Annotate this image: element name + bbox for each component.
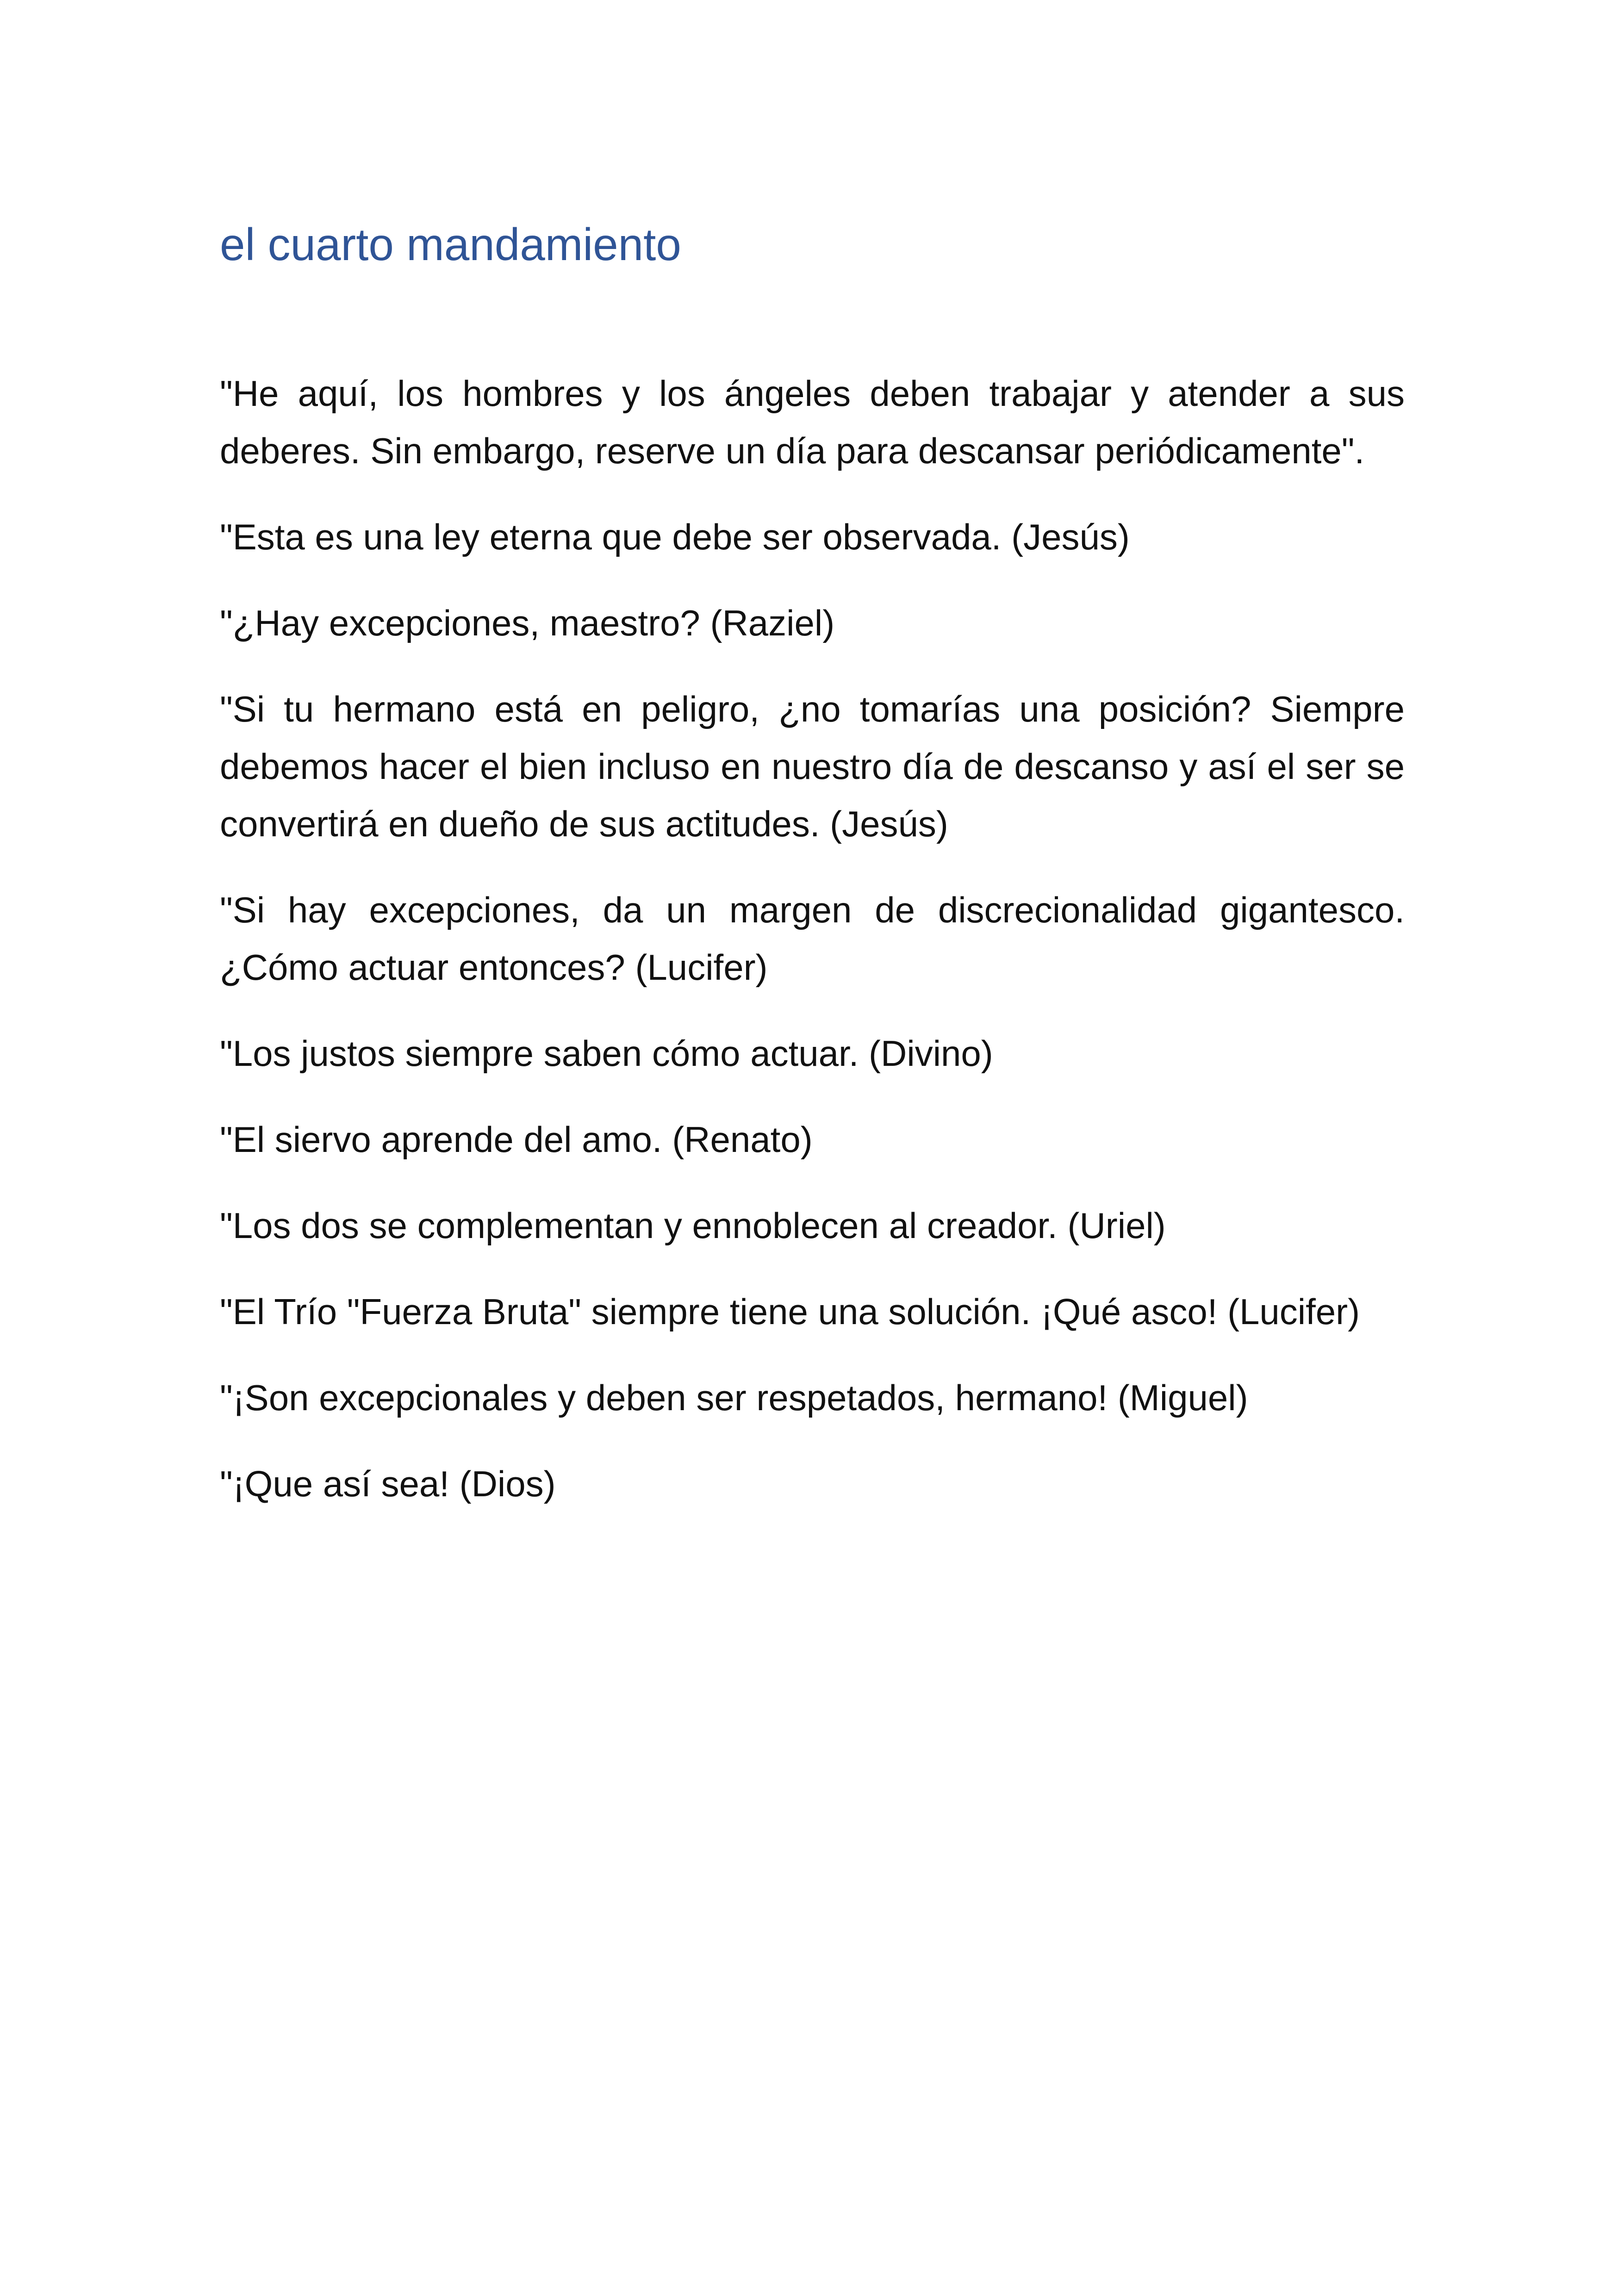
paragraph-10: "¡Son excepcionales y deben ser respetados, hermano! (Miguel) [220,1377,1248,1418]
paragraph-9: "El Trío "Fuerza Bruta" siempre tiene una solución. ¡Qué asco! (Lucifer) [220,1291,1360,1332]
paragraph-7: "El siervo aprende del amo. (Renato) [220,1119,813,1160]
paragraph-6: "Los justos siempre saben cómo actuar. (Divino) [220,1033,993,1074]
paragraph-2: "Esta es una ley eterna que debe ser observada. (Jesús) [220,516,1130,557]
paragraph-4: "Si tu hermano está en peligro, ¿no tomarías una posición? Siempre debemos hacer el bien incluso en nuestro día de descanso y así el ser se convertirá en dueño de sus actitudes. (Jesús) [220,688,1405,844]
paragraph-3: "¿Hay excepciones, maestro? (Raziel) [220,602,835,643]
paragraph-11: "¡Que así sea! (Dios) [220,1463,556,1504]
document-body [220,218,1405,1541]
paragraph-1: "He aquí, los hombres y los ángeles deben trabajar y atender a sus deberes. Sin embargo, reserve un día para descansar periódicamente". [220,373,1405,471]
paragraph-8: "Los dos se complementan y ennoblecen al creador. (Uriel) [220,1205,1166,1246]
paragraph-5: "Si hay excepciones, da un margen de discrecionalidad gigantesco. ¿Cómo actuar entonces? (Lucifer) [220,889,1405,988]
document-heading: el cuarto mandamiento [220,219,681,270]
